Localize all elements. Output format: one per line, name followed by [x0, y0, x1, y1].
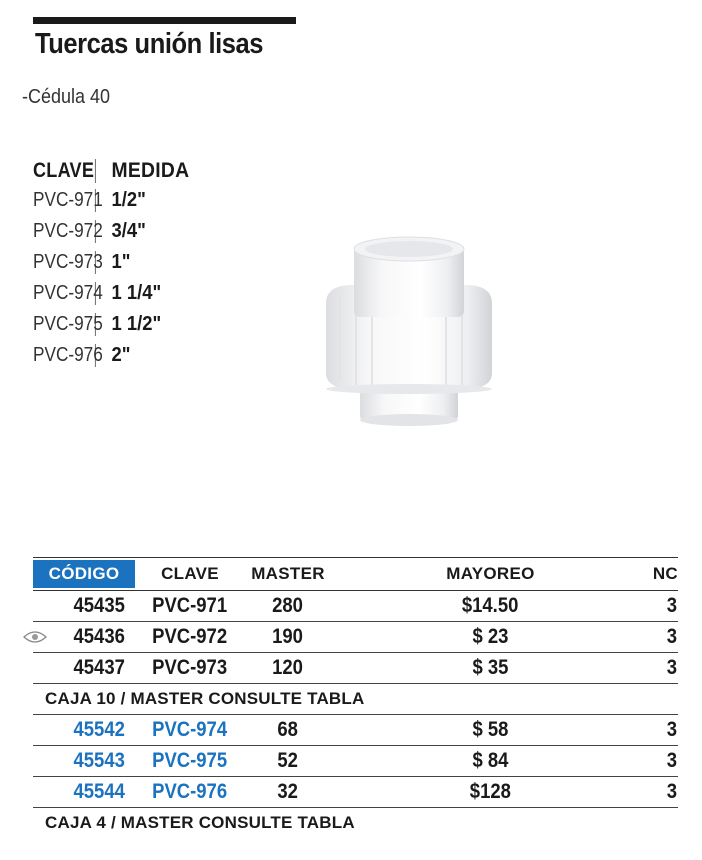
cell-master: 190 — [272, 625, 304, 648]
spec-medida: 2" — [111, 344, 131, 366]
spec-medida: 1 1/4" — [111, 282, 162, 304]
col-header-codigo: CÓDIGO — [33, 560, 135, 588]
table-row — [33, 746, 678, 777]
spec-row — [33, 185, 197, 216]
cell-mayoreo: $14.50 — [462, 594, 519, 617]
cell-nc: 3 — [667, 749, 678, 772]
cell-master: 120 — [272, 656, 304, 679]
cell-nc: 3 — [667, 625, 678, 648]
spec-row — [33, 216, 197, 247]
spec-medida: 1/2" — [111, 189, 146, 211]
page-title: Tuercas unión lisas — [35, 28, 264, 60]
spec-medida: 1" — [111, 251, 131, 273]
price-table-header — [33, 557, 678, 591]
spec-clave: PVC-973 — [33, 251, 103, 273]
cell-clave: PVC-974 — [152, 718, 228, 741]
spec-row — [33, 309, 197, 340]
col-header-master: MASTER — [251, 564, 325, 583]
cell-clave: PVC-972 — [152, 625, 228, 648]
col-header-nc: NC — [652, 564, 678, 583]
spec-clave: PVC-972 — [33, 220, 103, 242]
col-header-mayoreo: MAYOREO — [446, 564, 535, 583]
spec-clave: PVC-971 — [33, 189, 103, 211]
cell-master: 68 — [277, 718, 299, 741]
cell-master: 280 — [272, 594, 304, 617]
cell-mayoreo: $ 35 — [472, 656, 509, 679]
pvc-union-fitting-image — [318, 225, 498, 435]
spec-medida: 1 1/2" — [111, 313, 162, 335]
col-header-clave: CLAVE — [161, 564, 219, 583]
cell-master: 32 — [277, 780, 299, 803]
packaging-note: CAJA 10 / MASTER CONSULTE TABLA — [33, 684, 678, 715]
cell-codigo: 45543 — [73, 749, 125, 772]
spec-row — [33, 278, 197, 309]
cell-nc: 3 — [667, 656, 678, 679]
cell-clave: PVC-976 — [152, 780, 228, 803]
cell-mayoreo: $ 58 — [472, 718, 509, 741]
cell-codigo: 45437 — [73, 656, 125, 679]
cell-mayoreo: $ 23 — [472, 625, 509, 648]
spec-clave: PVC-975 — [33, 313, 103, 335]
table-row — [33, 622, 678, 653]
spec-row — [33, 340, 197, 371]
spec-header-row — [33, 157, 197, 185]
table-row — [33, 715, 678, 746]
cell-clave: PVC-975 — [152, 749, 228, 772]
table-row — [33, 777, 678, 808]
cell-codigo: 45544 — [73, 780, 125, 803]
spec-header-medida: MEDIDA — [111, 159, 190, 182]
cell-mayoreo: $ 84 — [472, 749, 509, 772]
spec-header-clave: CLAVE — [33, 159, 95, 182]
cell-mayoreo: $128 — [469, 780, 512, 803]
table-row — [33, 591, 678, 622]
spec-medida: 3/4" — [111, 220, 146, 242]
cell-nc: 3 — [667, 718, 678, 741]
title-rule — [33, 17, 296, 24]
page-subtitle: -Cédula 40 — [22, 86, 111, 108]
cell-nc: 3 — [667, 594, 678, 617]
price-table — [33, 557, 678, 838]
cell-master: 52 — [277, 749, 299, 772]
packaging-note: CAJA 4 / MASTER CONSULTE TABLA — [45, 813, 355, 832]
cell-clave: PVC-971 — [152, 594, 228, 617]
cell-codigo: 45436 — [73, 625, 125, 648]
spec-table — [33, 157, 197, 371]
table-row — [33, 653, 678, 684]
cell-codigo: 45435 — [73, 594, 125, 617]
cell-clave: PVC-973 — [152, 656, 228, 679]
spec-clave: PVC-976 — [33, 344, 103, 366]
cell-nc: 3 — [667, 780, 678, 803]
spec-clave: PVC-974 — [33, 282, 103, 304]
spec-row — [33, 247, 197, 278]
cell-codigo: 45542 — [73, 718, 125, 741]
